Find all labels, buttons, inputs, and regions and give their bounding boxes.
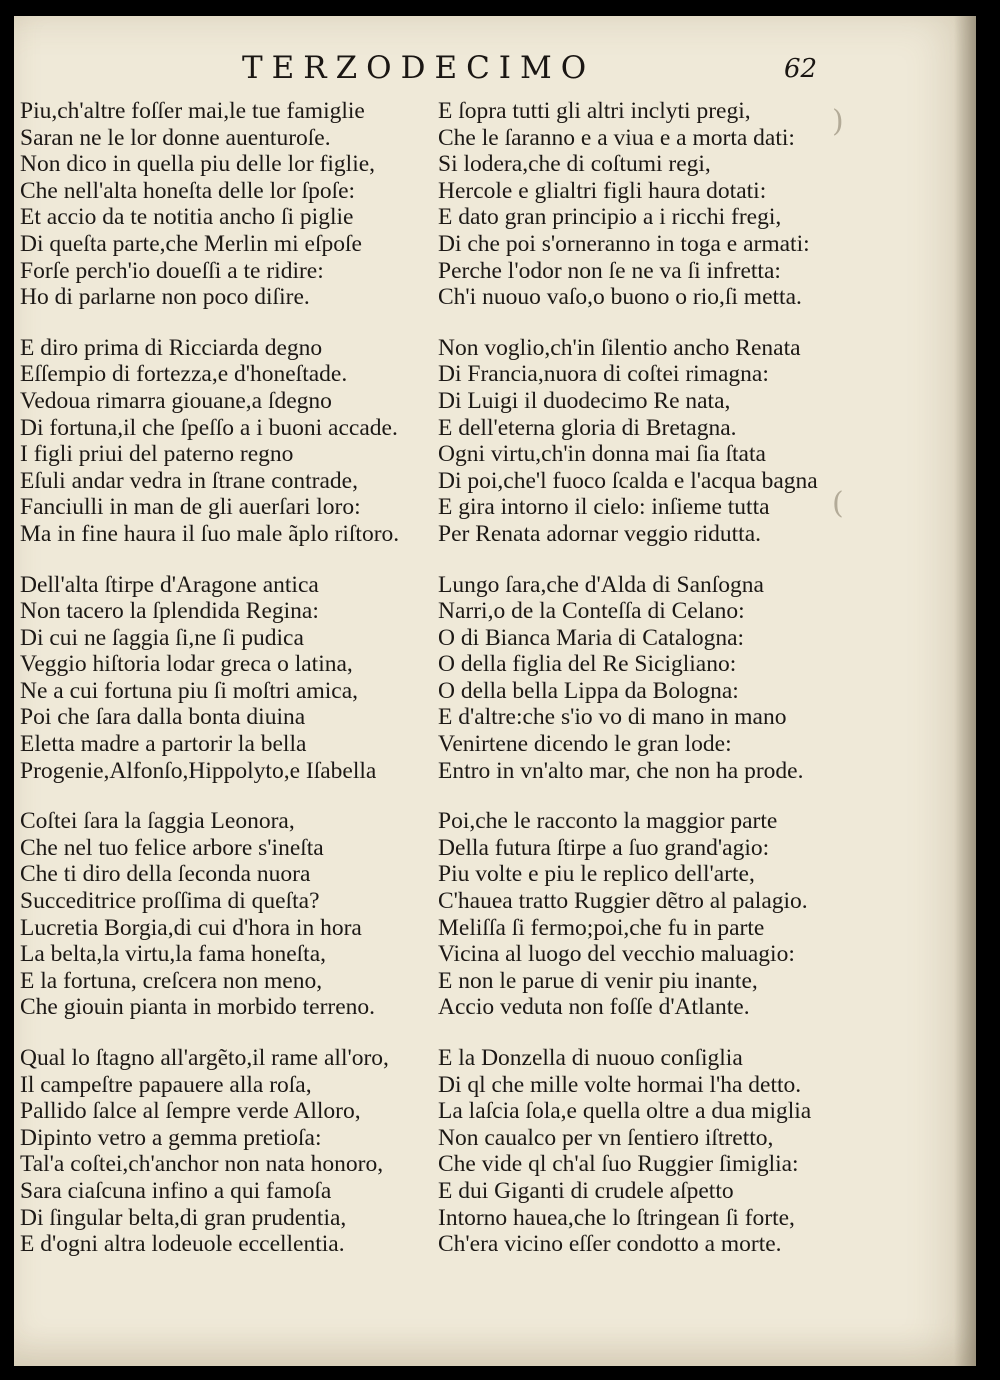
verse-line: Per Renata adornar veggio ridutta. <box>438 520 762 547</box>
verse-line: Di che poi s'orneranno in toga e armati: <box>438 230 810 257</box>
stanza <box>20 808 452 1021</box>
verse-line: Coſtei ſara la ſaggia Leonora, <box>20 808 295 835</box>
verse-line: Lungo ſara,che d'Alda di Sanſogna <box>438 571 764 598</box>
verse-line: Veggio hiſtoria lodar greca o latina, <box>20 651 353 678</box>
verse-line: I figli priui del paterno regno <box>20 441 294 468</box>
verse-line: Di ql che mille volte hormai l'ha detto. <box>438 1071 802 1098</box>
verse-line: Che vide ql ch'al ſuo Ruggier ſimiglia: <box>438 1151 799 1178</box>
verse-line: E gira intorno il cielo: inſieme tutta <box>438 494 770 521</box>
verse-line: Non tacero la ſplendida Regina: <box>20 598 319 625</box>
verse-line: Poi che ſara dalla bonta diuina <box>20 704 306 731</box>
stanza <box>20 1045 452 1258</box>
right-column <box>438 98 958 1282</box>
verse-line: Vedoua rimarra giouane,a ſdegno <box>20 387 332 414</box>
running-title: TERZODECIMO <box>242 50 596 86</box>
bracket-mark: ) <box>832 104 844 139</box>
verse-line: Ch'era vicino eſſer condotto a morte. <box>438 1231 782 1258</box>
verse-line: Ch'i nuouo vaſo,o buono o rio,ſi metta. <box>438 284 802 311</box>
verse-line: Intorno hauea,che lo ſtringean ſi forte, <box>438 1204 795 1231</box>
verse-line: Piu volte e piu le replico dell'arte, <box>438 861 755 888</box>
verse-line: E la fortuna, creſcera non meno, <box>20 967 323 994</box>
verse-line: Eletta madre a partorir la bella <box>20 731 307 758</box>
verse-line: Eſuli andar vedra in ſtrane contrade, <box>20 467 358 494</box>
verse-line: Non caualco per vn ſentiero iſtretto, <box>438 1124 774 1151</box>
verse-line: Et accio da te notitia ancho ſi piglie <box>20 204 354 231</box>
verse-line: Ma in fine haura il ſuo male ãplo riſtoro. <box>20 520 400 547</box>
verse-line: Saran ne le lor donne auenturoſe. <box>20 124 331 151</box>
verse-line: Dipinto vetro a gemma pretioſa: <box>20 1124 322 1151</box>
verse-line: Meliſſa ſi fermo;poi,che fu in parte <box>438 914 765 941</box>
verse-line: Eſſempio di fortezza,e d'honeſtade. <box>20 361 348 388</box>
stanza <box>438 808 958 1021</box>
verse-line: E dato gran principio a i ricchi fregi, <box>438 204 782 231</box>
verse-line: Di queſta parte,che Merlin mi eſpoſe <box>20 230 362 257</box>
verse-line: Ho di parlarne non poco diſire. <box>20 284 310 311</box>
verse-line: E d'altre:che s'io vo di mano in mano <box>438 704 787 731</box>
verse-line: La belta,la virtu,la fama honeſta, <box>20 941 327 968</box>
verse-line: Si lodera,che di coſtumi regi, <box>438 151 711 178</box>
verse-line: Della futura ſtirpe a ſuo grand'agio: <box>438 834 770 861</box>
verse-line: Forſe perch'io doueſſi a te ridire: <box>20 257 324 284</box>
verse-line: Che giouin pianta in morbido terreno. <box>20 994 376 1021</box>
verse-line: Narri,o de la Conteſſa di Celano: <box>438 598 745 625</box>
stanza <box>438 572 958 785</box>
verse-line: Venirtene dicendo le gran lode: <box>438 731 732 758</box>
verse-line: E diro prima di Ricciarda degno <box>20 334 323 361</box>
verse-line: Tal'a coſtei,ch'anchor non nata honoro, <box>20 1151 384 1178</box>
verse-line: Piu,ch'altre foſſer mai,le tue famiglie <box>20 98 365 124</box>
verse-line: Dell'alta ſtirpe d'Aragone antica <box>20 571 319 598</box>
verse-line: Perche l'odor non ſe ne va ſi infretta: <box>438 257 781 284</box>
verse-line: Accio veduta non foſſe d'Atlante. <box>438 994 750 1021</box>
verse-line: C'hauea tratto Ruggier dẽtro al palagio. <box>438 888 808 915</box>
verse-line: Pallido ſalce al ſempre verde Alloro, <box>20 1098 361 1125</box>
verse-line: Lucretia Borgia,di cui d'hora in hora <box>20 914 362 941</box>
stanza <box>20 572 452 785</box>
verse-line: Qual lo ſtagno all'argẽto,il rame all'oro, <box>20 1045 389 1071</box>
verse-line: Di poi,che'l fuoco ſcalda e l'acqua bagna <box>438 467 818 494</box>
verse-line: Fanciulli in man de gli auerſari loro: <box>20 494 361 521</box>
verse-line: Succeditrice proſſima di queſta? <box>20 888 320 915</box>
verse-line: Che nel tuo felice arbore s'ineſta <box>20 834 324 861</box>
verse-line: E ſopra tutti gli altri inclyti pregi, <box>438 98 751 124</box>
verse-line: Ogni virtu,ch'in donna mai ſia ſtata <box>438 441 766 468</box>
verse-line: Di fortuna,il che ſpeſſo a i buoni accade. <box>20 414 398 441</box>
bracket-mark: ( <box>832 486 844 521</box>
verse-line: Sara ciaſcuna infino a qui famoſa <box>20 1177 332 1204</box>
verse-line: E d'ogni altra lodeuole eccellentia. <box>20 1231 345 1258</box>
book-page <box>14 16 976 1366</box>
verse-line: Di cui ne ſaggia ſi,ne ſi pudica <box>20 624 304 651</box>
verse-line: Non voglio,ch'in ſilentio ancho Renata <box>438 334 801 361</box>
stanza <box>438 1045 958 1258</box>
verse-line: Poi,che le racconto la maggior parte <box>438 808 778 835</box>
stanza <box>438 98 958 311</box>
verse-line: Che nell'alta honeſta delle lor ſpoſe: <box>20 177 356 204</box>
verse-line: Di ſingular belta,di gran prudentia, <box>20 1204 347 1231</box>
stanza <box>438 335 958 548</box>
verse-line: Di Francia,nuora di coſtei rimagna: <box>438 361 769 388</box>
verse-line: E la Donzella di nuouo conſiglia <box>438 1045 743 1071</box>
verse-line: O della bella Lippa da Bologna: <box>438 677 739 704</box>
verse-line: Il campeſtre papauere alla roſa, <box>20 1071 312 1098</box>
verse-line: Vicina al luogo del vecchio maluagio: <box>438 941 795 968</box>
verse-line: E non le parue di venir piu inante, <box>438 967 758 994</box>
verse-line: E dell'eterna gloria di Bretagna. <box>438 414 737 441</box>
stanza <box>20 335 452 548</box>
left-column <box>20 98 452 1282</box>
verse-line: Entro in vn'alto mar, che non ha prode. <box>438 757 804 784</box>
page-number: 62 <box>784 54 818 84</box>
verse-line: O della figlia del Re Sicigliano: <box>438 651 737 678</box>
verse-line: La laſcia ſola,e quella oltre a dua miglia <box>438 1098 812 1125</box>
verse-line: E dui Giganti di crudele aſpetto <box>438 1177 734 1204</box>
stanza <box>20 98 452 311</box>
verse-line: O di Bianca Maria di Catalogna: <box>438 624 745 651</box>
verse-line: Hercole e glialtri figli haura dotati: <box>438 177 767 204</box>
verse-line: Che le ſaranno e a viua e a morta dati: <box>438 124 795 151</box>
page-header <box>14 50 976 90</box>
verse-line: Non dico in quella piu delle lor figlie, <box>20 151 376 178</box>
verse-line: Di Luigi il duodecimo Re nata, <box>438 387 731 414</box>
verse-line: Ne a cui fortuna piu ſi moſtri amica, <box>20 677 359 704</box>
verse-line: Progenie,Alfonſo,Hippolyto,e Iſabella <box>20 757 377 784</box>
verse-line: Che ti diro della ſeconda nuora <box>20 861 311 888</box>
